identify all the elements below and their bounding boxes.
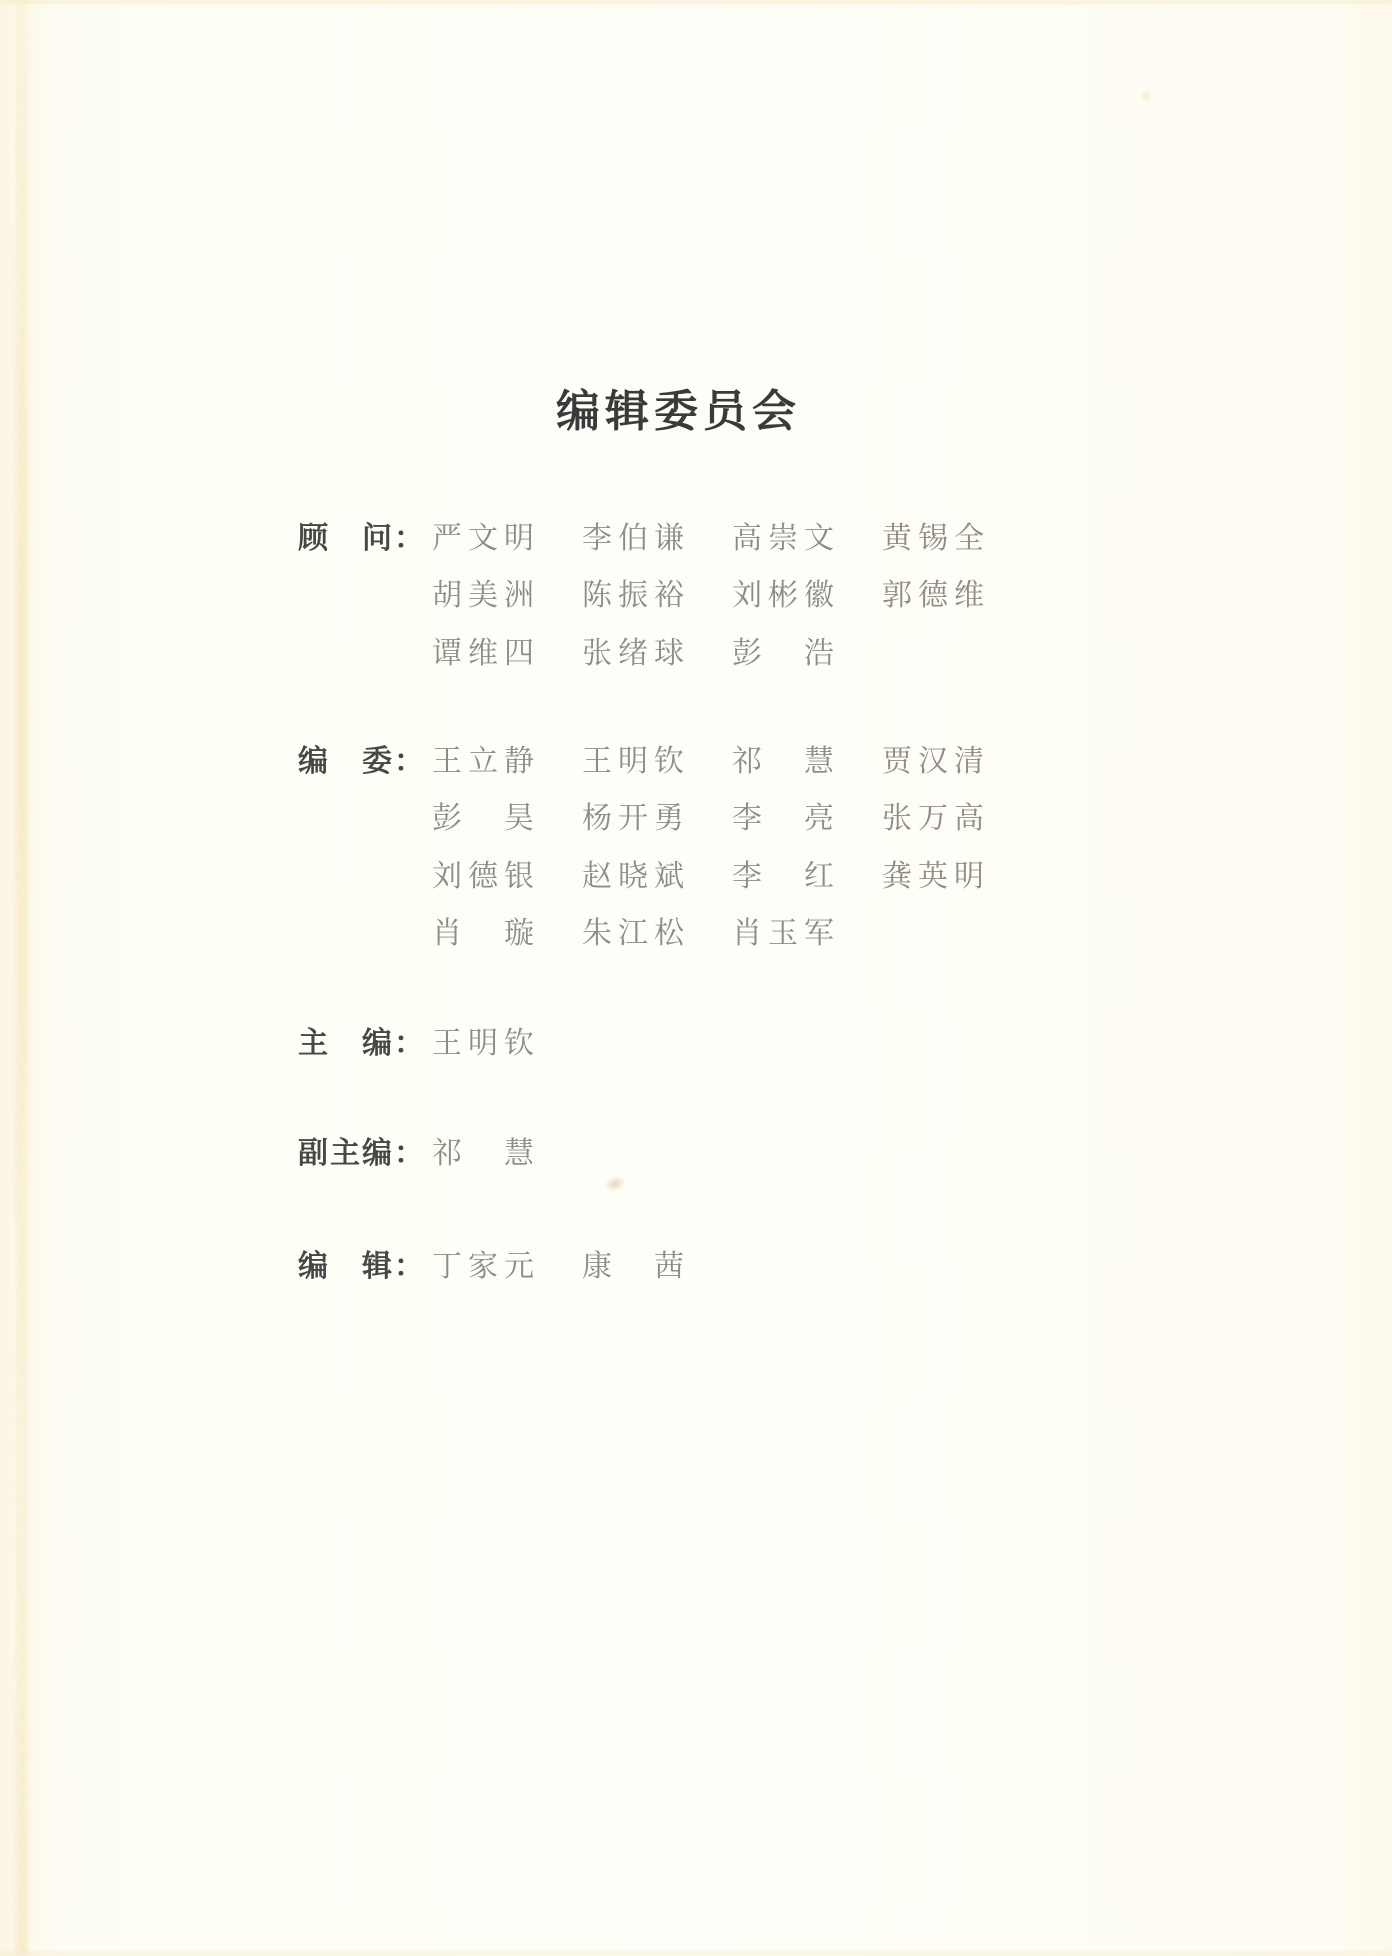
section-label-deputy-editor: 副主编： <box>298 1136 426 1170</box>
member-name: 朱江松 <box>582 917 690 951</box>
member-name: 肖玉军 <box>732 917 840 951</box>
members-row-1 <box>298 729 1298 787</box>
chief-editor-row <box>298 1011 1298 1069</box>
member-name: 杨开勇 <box>582 802 690 836</box>
advisors-row-2 <box>298 564 1298 622</box>
member-name: 刘彬徽 <box>732 579 840 613</box>
member-name: 祁 慧 <box>432 1136 540 1170</box>
section-editors <box>298 1234 1298 1292</box>
scan-artifact-top-edge <box>0 0 1392 4</box>
member-name: 刘德银 <box>432 859 540 893</box>
members-row-2 <box>298 787 1298 845</box>
member-name: 高崇文 <box>732 521 840 555</box>
scan-artifact-bottom-edge <box>0 1951 1392 1956</box>
member-name: 张万高 <box>882 802 990 836</box>
member-name: 张绪球 <box>582 636 690 670</box>
editors-row <box>298 1234 1298 1292</box>
members-row-3 <box>298 844 1298 902</box>
member-name: 王立静 <box>432 744 540 778</box>
member-name: 彭 昊 <box>432 802 540 836</box>
member-name: 李 亮 <box>732 802 840 836</box>
member-name: 肖 璇 <box>432 917 540 951</box>
member-name: 祁 慧 <box>732 744 840 778</box>
member-name: 丁家元 <box>432 1249 540 1283</box>
advisors-row-1 <box>298 506 1298 564</box>
member-name: 谭维四 <box>432 636 540 670</box>
member-name: 王明钦 <box>582 744 690 778</box>
member-name: 彭 浩 <box>732 636 840 670</box>
member-name: 王明钦 <box>432 1026 540 1060</box>
section-label-editors: 编 辑： <box>298 1249 426 1283</box>
section-chief-editor <box>298 1011 1298 1069</box>
deputy-editor-row <box>298 1121 1298 1179</box>
section-board-members <box>298 729 1298 959</box>
member-name: 严文明 <box>432 521 540 555</box>
member-name: 龚英明 <box>882 859 990 893</box>
member-name: 李 红 <box>732 859 840 893</box>
section-label-advisors: 顾 问： <box>298 521 426 555</box>
member-name: 陈振裕 <box>582 579 690 613</box>
scan-artifact-left-fold <box>16 0 28 1956</box>
member-name: 黄锡全 <box>882 521 990 555</box>
section-label-chief-editor: 主 编： <box>298 1026 426 1060</box>
member-name: 郭德维 <box>882 579 990 613</box>
section-label-members: 编 委： <box>298 744 426 778</box>
member-name: 胡美洲 <box>432 579 540 613</box>
advisors-row-3 <box>298 621 1298 679</box>
member-name: 康 茜 <box>582 1249 690 1283</box>
member-name: 李伯谦 <box>582 521 690 555</box>
section-advisors <box>298 506 1298 679</box>
member-name: 贾汉清 <box>882 744 990 778</box>
scan-artifact-speck <box>1140 90 1152 102</box>
page-title: 编辑委员会 <box>556 387 801 436</box>
section-deputy-editor <box>298 1121 1298 1179</box>
member-name: 赵晓斌 <box>582 859 690 893</box>
members-row-4 <box>298 902 1298 960</box>
